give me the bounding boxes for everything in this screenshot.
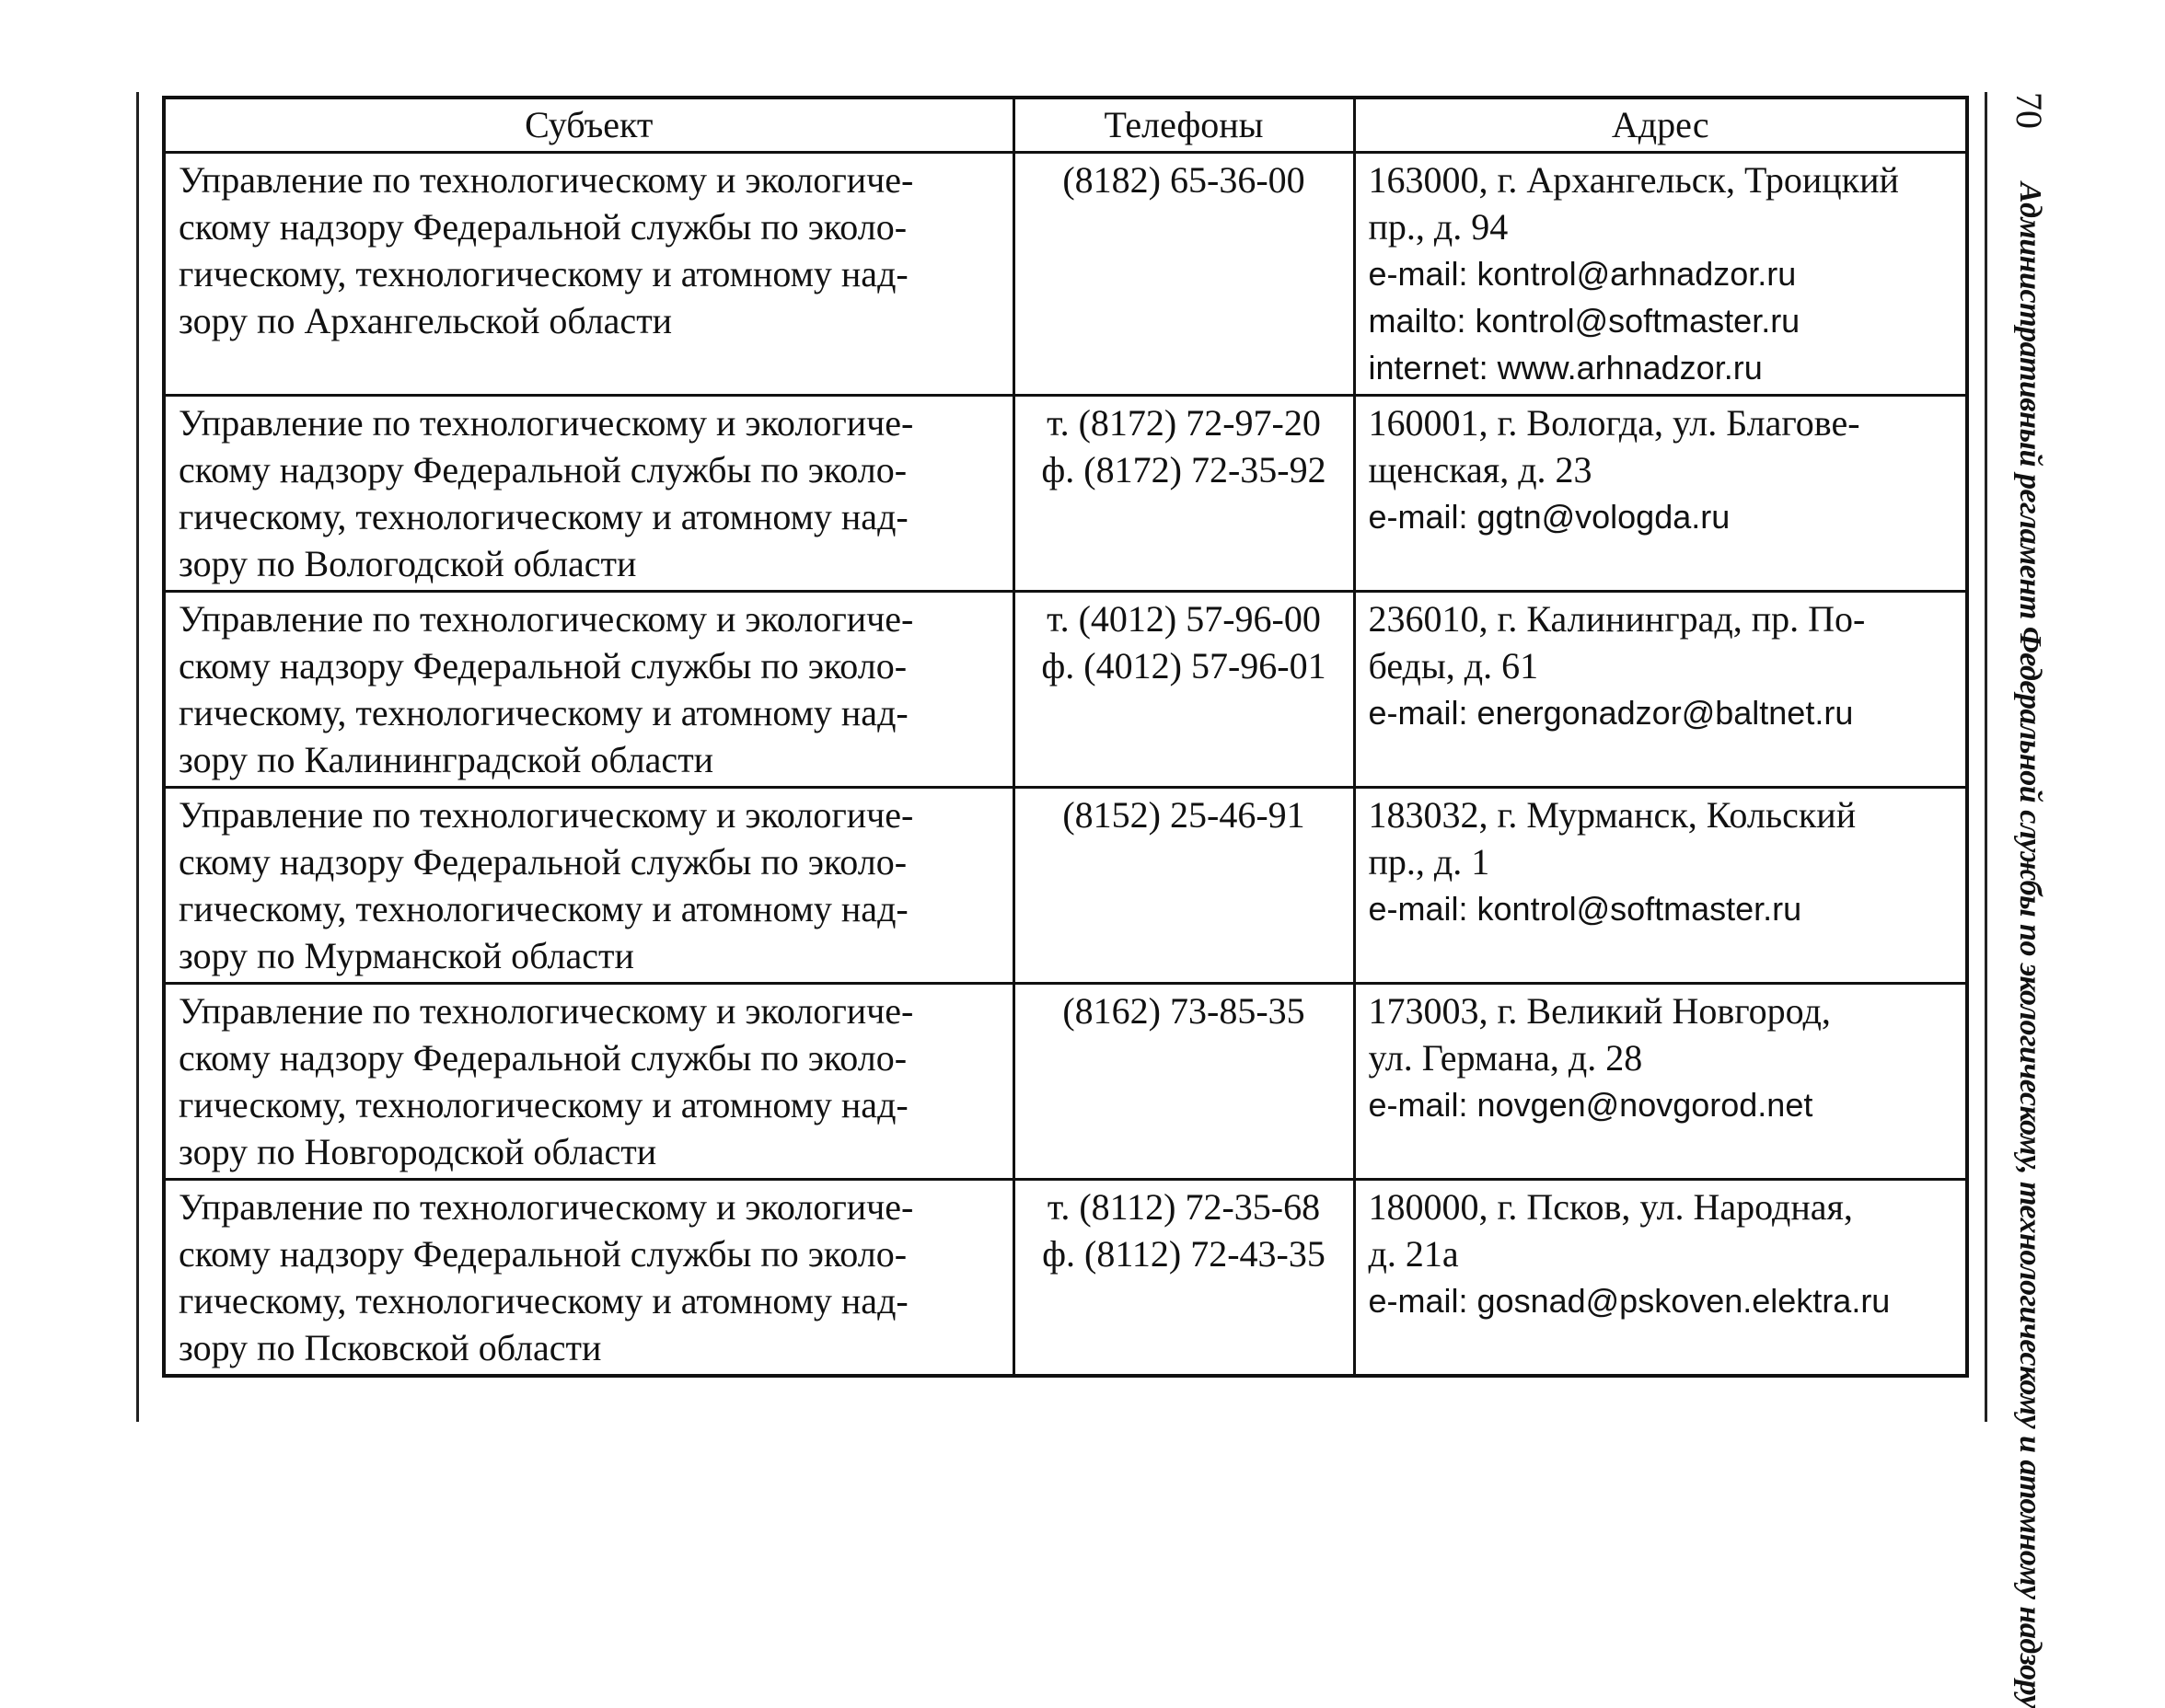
address-line: беды, д. 61 [1368,645,1539,687]
address-line: д. 21а [1368,1233,1459,1275]
phones-cell: (8152) 25-46-91 [1013,788,1354,984]
address-cell [1354,788,1967,984]
running-header-rule [1985,92,1987,1422]
page-number: 70 [2009,92,2051,129]
table-row [164,1180,1967,1377]
address-line: 173003, г. Великий Новгород, [1368,990,1831,1032]
internet-line: internet: www.arhnadzor.ru [1368,349,1763,387]
subject-cell: Управление по технологическому и экологиче- скому надзору Федеральной службы по эколо- гическому, технологическому и атомному над- зору по Псковской области [164,1180,1013,1377]
running-header [2007,88,2053,1708]
running-header-rotated [2007,88,2053,1708]
email-line: e-mail: ggtn@vologda.ru [1368,498,1731,536]
email-line: e-mail: kontrol@softmaster.ru [1368,890,1802,928]
subject-cell: Управление по технологическому и экологиче- скому надзору Федеральной службы по эколо- гическому, технологическому и атомному над- зору по Мурманской области [164,788,1013,984]
address-cell [1354,153,1967,396]
phones-cell: (8182) 65-36-00 [1013,153,1354,396]
address-line: 180000, г. Псков, ул. Народная, [1368,1186,1853,1228]
column-header-phones: Телефоны [1013,98,1354,153]
email-line: e-mail: gosnad@pskoven.elektra.ru [1368,1282,1891,1320]
address-cell [1354,1180,1967,1377]
address-line: 236010, г. Калининград, пр. По- [1368,598,1866,640]
table-row [164,592,1967,788]
address-line: пр., д. 1 [1368,841,1490,883]
address-cell [1354,592,1967,788]
table-row [164,396,1967,592]
address-line: ул. Германа, д. 28 [1368,1037,1643,1079]
address-line: 160001, г. Вологда, ул. Благове- [1368,402,1860,444]
table-row [164,153,1967,396]
column-header-address: Адрес [1354,98,1967,153]
table-row [164,984,1967,1180]
contacts-table [162,96,1969,1378]
address-cell [1354,984,1967,1180]
phones-cell: т. (8112) 72-35-68 ф. (8112) 72-43-35 [1013,1180,1354,1377]
table-body [164,153,1967,1377]
subject-cell: Управление по технологическому и экологиче- скому надзору Федеральной службы по эколо- гическому, технологическому и атомному над- зору по Архангельской области [164,153,1013,396]
phones-cell: т. (4012) 57-96-00 ф. (4012) 57-96-01 [1013,592,1354,788]
email-line: e-mail: energonadzor@baltnet.ru [1368,694,1854,732]
email-line: e-mail: novgen@novgorod.net [1368,1086,1813,1124]
address-line: пр., д. 94 [1368,206,1509,248]
phones-cell: (8162) 73-85-35 [1013,984,1354,1180]
address-line: 163000, г. Архангельск, Троицкий [1368,159,1899,201]
phones-cell: т. (8172) 72-97-20 ф. (8172) 72-35-92 [1013,396,1354,592]
subject-cell: Управление по технологическому и экологиче- скому надзору Федеральной службы по эколо- гическому, технологическому и атомному над- зору по Вологодской области [164,396,1013,592]
table-row [164,788,1967,984]
address-line: щенская, д. 23 [1368,449,1592,490]
running-title: Административный регламент Федеральной службы по экологическому, технологическому и атомному надзору [2013,182,2047,1708]
table-header-row [164,98,1967,153]
email-line: e-mail: kontrol@arhnadzor.ru [1368,255,1797,293]
subject-cell: Управление по технологическому и экологиче- скому надзору Федеральной службы по эколо- гическому, технологическому и атомному над- зору по Калининградской области [164,592,1013,788]
address-line: 183032, г. Мурманск, Кольский [1368,794,1857,836]
subject-cell: Управление по технологическому и экологиче- скому надзору Федеральной службы по эколо- гическому, технологическому и атомному над- зору по Новгородской области [164,984,1013,1180]
mailto-line: mailto: kontrol@softmaster.ru [1368,302,1800,340]
page-left-margin-rule [136,92,139,1422]
column-header-subject: Субъект [164,98,1013,153]
address-cell [1354,396,1967,592]
